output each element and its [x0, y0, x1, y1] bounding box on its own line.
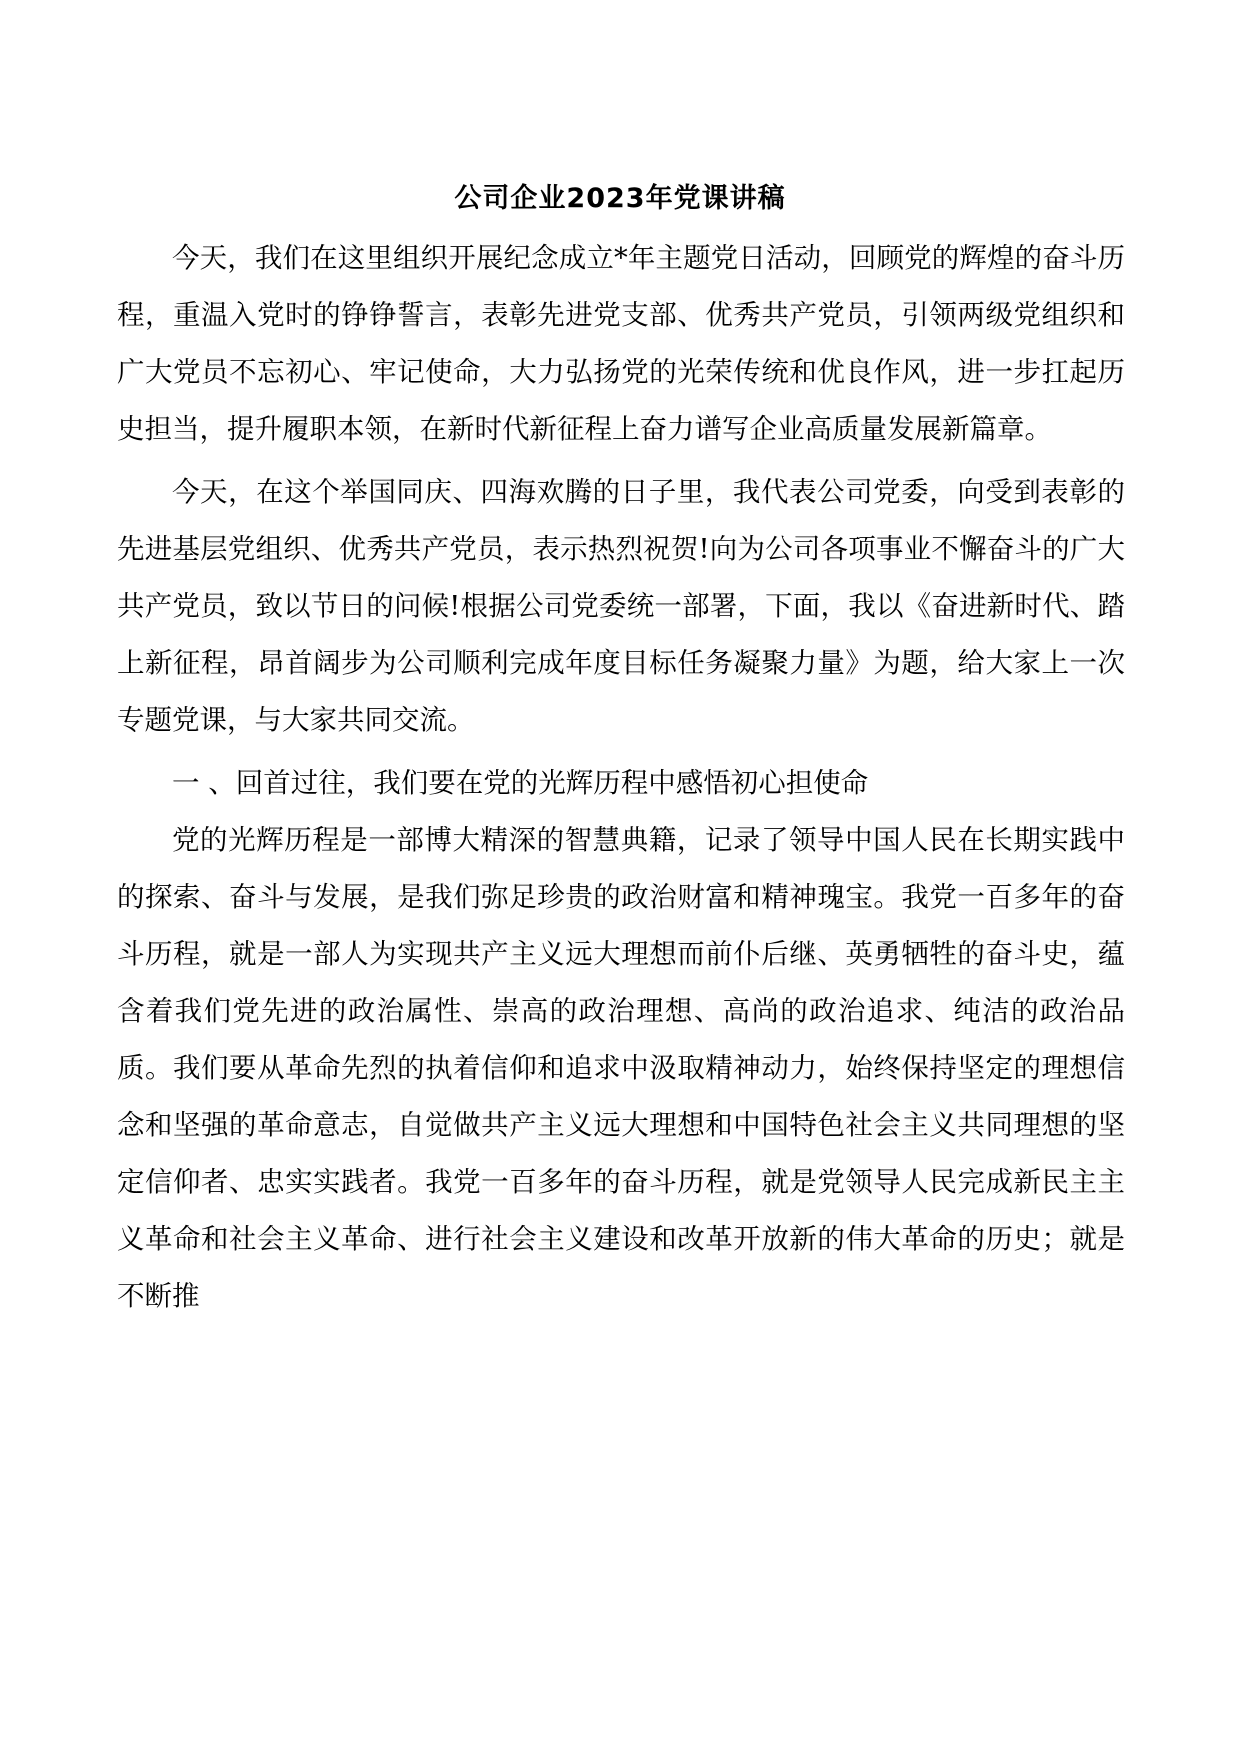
- paragraph-opening: 今天，我们在这里组织开展纪念成立*年主题党日活动，回顾党的辉煌的奋斗历程，重温入党时的铮铮誓言，表彰先进党支部、优秀共产党员，引领两级党组织和广大党员不忘初心、牢记使命，大力弘扬党的光荣传统和优良作风，进一步扛起历史担当，提升履职本领，在新时代新征程上奋力谱写企业高质量发展新篇章。: [117, 242, 1125, 445]
- paragraph-history: 党的光辉历程是一部博大精深的智慧典籍，记录了领导中国人民在长期实践中的探索、奋斗与发展，是我们弥足珍贵的政治财富和精神瑰宝。我党一百多年的奋斗历程，就是一部人为实现共产主义远大理想而前仆后继、英勇牺牲的奋斗史，蕴含着我们党先进的政治属性、崇高的政治理想、高尚的政治追求、纯洁的政治品质。我们要从革命先烈的执着信仰和追求中汲取精神动力，始终保持坚定的理想信念和坚强的革命意志，自觉做共产主义远大理想和中国特色社会主义共同理想的坚定信仰者、忠实实践者。我党一百多年的奋斗历程，就是党领导人民完成新民主主义革命和社会主义革命、进行社会主义建设和改革开放新的伟大革命的历史；就是不断推: [117, 824, 1125, 1312]
- document-body: [117, 230, 1125, 1325]
- paragraph-greeting: 今天，在这个举国同庆、四海欢腾的日子里，我代表公司党委，向受到表彰的先进基层党组织、优秀共产党员，表示热烈祝贺!向为公司各项事业不懈奋斗的广大共产党员，致以节日的问候!根据公司党委统一部署，下面，我以《奋进新时代、踏上新征程，昂首阔步为公司顺利完成年度目标任务凝聚力量》为题，给大家上一次专题党课，与大家共同交流。: [117, 476, 1125, 736]
- section-heading-1: 一 、回首过往，我们要在党的光辉历程中感悟初心担使命: [172, 767, 869, 799]
- document-title: 公司企业2023年党课讲稿: [454, 183, 786, 214]
